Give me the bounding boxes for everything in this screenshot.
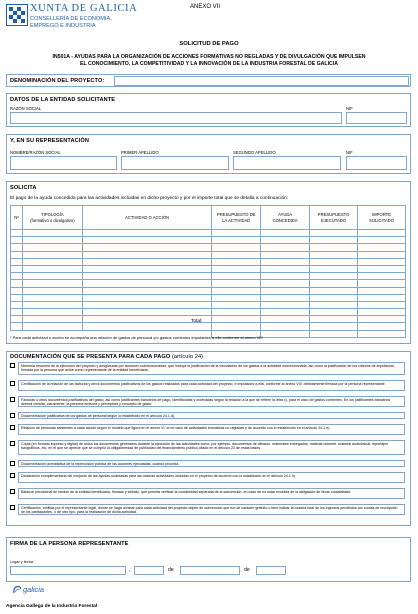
table-row <box>11 244 406 251</box>
table-cell[interactable] <box>22 280 82 287</box>
table-cell[interactable] <box>22 244 82 251</box>
table-cell[interactable] <box>11 265 23 272</box>
project-label: DENOMINACIÓN DEL PROYECTO: <box>10 78 105 84</box>
table-cell[interactable] <box>11 280 23 287</box>
galicia-logo-text: galicia <box>23 585 44 594</box>
table-cell[interactable] <box>310 258 358 265</box>
table-cell[interactable] <box>212 244 261 251</box>
table-cell[interactable] <box>310 265 358 272</box>
rep-nif-label: NIF <box>346 150 353 155</box>
total-cell[interactable] <box>310 330 358 337</box>
doc-item: Memoria resumen de la ejecución del proyecto y desglosada por acciones subvencionadas, que incluya la justificación de la vinculación de los gastos a la actividad subvencionada, así como la justificación de los criterios de imputación, firmada por la persona que actúe como representante de la entidad beneficiaria. <box>18 362 405 375</box>
table-cell[interactable] <box>82 237 212 244</box>
table-cell[interactable] <box>358 237 406 244</box>
table-cell[interactable] <box>22 294 82 301</box>
table-cell[interactable] <box>22 287 82 294</box>
table-cell[interactable] <box>212 273 261 280</box>
request-intro: El pago de la ayuda concedida para las actividades incluidas en dicho proyecto y por el importe total que se detalla a continuación: <box>10 196 289 201</box>
table-cell[interactable] <box>11 316 23 323</box>
table-cell[interactable] <box>11 237 23 244</box>
table-cell[interactable] <box>11 244 23 251</box>
doc-item: Certificación de la relación de las facturas y otros documentos justificativos de los gastos realizados para cada actividad del proyecto, e imputados a ella, conforme al anexo VIII, debidamente firmada por la persona representante. <box>18 380 405 391</box>
table-cell[interactable] <box>22 273 82 280</box>
documentation-title-suffix: (artículo 24) <box>171 354 204 360</box>
signature-title: FIRMA DE LA PERSONA REPRESENTANTE <box>10 541 129 547</box>
table-cell[interactable] <box>358 323 406 330</box>
table-cell[interactable] <box>11 294 23 301</box>
table-cell[interactable] <box>358 230 406 237</box>
table-cell[interactable] <box>261 309 310 316</box>
table-cell[interactable] <box>212 237 261 244</box>
table-row <box>11 309 406 316</box>
comma-separator: , <box>129 567 131 573</box>
table-cell[interactable] <box>212 287 261 294</box>
table-cell[interactable] <box>22 230 82 237</box>
table-cell[interactable] <box>310 251 358 258</box>
table-cell[interactable] <box>82 258 212 265</box>
table-cell[interactable] <box>22 265 82 272</box>
table-cell[interactable] <box>261 294 310 301</box>
day-input[interactable] <box>134 566 164 575</box>
table-cell[interactable] <box>261 244 310 251</box>
doc-item: Facturas u otros documentos justificativos del gasto, así como justificantes bancarios de pago, identificadas y ordenadas según la relación a la que se refiere la letra c), para el caso de gastos corrientes. En los justificantes bancarios deberá constar, claramente, la persona emisora y perceptora y concepto de gasto. <box>18 396 405 407</box>
table-row <box>11 237 406 244</box>
doc-checkbox[interactable] <box>10 425 15 430</box>
table-cell[interactable] <box>310 323 358 330</box>
table-cell[interactable] <box>82 230 212 237</box>
doc-item: Relación de personas asistentes a cada acción según el modelo que figura en el anexo VI, en el caso de actividades formativas no regladas y de acuerdo con lo establecido en el artículo 24.1.e). <box>18 424 405 435</box>
table-cell[interactable] <box>212 230 261 237</box>
request-title: SOLICITA <box>10 185 37 191</box>
table-cell[interactable] <box>82 294 212 301</box>
doc-checkbox[interactable] <box>10 397 15 402</box>
doc-checkbox[interactable] <box>10 381 15 386</box>
table-cell[interactable] <box>358 294 406 301</box>
applicant-title: DATOS DE LA ENTIDAD SOLICITANTE <box>10 97 116 103</box>
request-footnote: * Para cada actividad o acción se acompaña una relación de gastos de personal y/o gastos corrientes imputables a ella conforme al anexo VIII <box>10 335 263 340</box>
table-cell[interactable] <box>261 265 310 272</box>
table-cell[interactable] <box>358 316 406 323</box>
rep-surname2-label: SEGUNDO APELLIDO <box>233 150 276 155</box>
applicant-nif-label: NIF <box>346 106 353 111</box>
table-cell[interactable] <box>261 316 310 323</box>
department-line-2: EMPREGO E INDUSTRIA <box>30 23 96 29</box>
de-separator-1: de <box>168 567 174 573</box>
org-name: XUNTA DE GALICIA <box>30 3 138 14</box>
doc-checkbox[interactable] <box>10 363 15 368</box>
table-cell[interactable] <box>22 251 82 258</box>
table-cell[interactable] <box>82 309 212 316</box>
xunta-logo <box>6 4 28 26</box>
table-cell[interactable] <box>358 258 406 265</box>
xunta-shield-icon <box>6 4 28 26</box>
table-cell[interactable] <box>261 230 310 237</box>
table-cell[interactable] <box>212 265 261 272</box>
activities-table <box>10 205 406 338</box>
table-row <box>11 230 406 237</box>
total-label: Total: <box>191 319 203 324</box>
table-cell[interactable] <box>82 244 212 251</box>
table-cell[interactable] <box>11 258 23 265</box>
table-cell[interactable] <box>261 258 310 265</box>
year-input[interactable] <box>256 566 286 575</box>
table-cell[interactable] <box>310 244 358 251</box>
col-requested: IMPORTE SOLICITADO <box>358 206 406 230</box>
doc-item: Documentación acreditativa de la repercusión pública de las acciones ejecutadas, cuando proceda. <box>18 460 405 467</box>
table-cell[interactable] <box>261 323 310 330</box>
table-cell[interactable] <box>310 273 358 280</box>
table-row <box>11 287 406 294</box>
place-input[interactable] <box>10 566 126 575</box>
table-row <box>11 301 406 308</box>
doc-checkbox[interactable] <box>10 461 15 466</box>
doc-item: Copia (en formato impreso y digital) de todos los documentos generados durante la ejecución de las actividades como, por ejemplo, documentos de difusión, materiales entregados, material docente, material audiovisual, reportajes fotográficos, etc. en el que se aprecie que se cumplió la obligatoriedad de publicidad del financiamiento público citado en el artículo 22 de estas bases <box>18 440 405 455</box>
doc-checkbox[interactable] <box>10 473 15 478</box>
table-cell[interactable] <box>82 251 212 258</box>
doc-item: Balance provisional de fondos de la entidad beneficiaria, firmado y sellado, que permita verificar la contabilidad separada de la subvención, en caso de no estar excluida de la obligación de llevar contabilidad. <box>18 488 405 499</box>
de-separator-2: de <box>244 567 250 573</box>
table-row <box>11 323 406 330</box>
table-cell[interactable] <box>212 280 261 287</box>
table-cell[interactable] <box>11 251 23 258</box>
place-date-label: Lugar y fecha <box>10 560 34 564</box>
table-cell[interactable] <box>22 323 82 330</box>
col-budget: PRESUPUESTO DE LA ACTIVIDAD <box>212 206 261 230</box>
col-typology: TIPOLOGÍA (formativo o divulgativo) <box>22 206 82 230</box>
table-cell[interactable] <box>261 273 310 280</box>
total-cell[interactable] <box>358 330 406 337</box>
documentation-title <box>10 354 203 360</box>
table-cell[interactable] <box>261 251 310 258</box>
table-cell[interactable] <box>261 280 310 287</box>
table-cell[interactable] <box>22 316 82 323</box>
galicia-swirl-icon <box>12 585 22 595</box>
rep-nif-input[interactable] <box>346 156 407 170</box>
table-cell[interactable] <box>212 301 261 308</box>
table-cell[interactable] <box>310 280 358 287</box>
col-activity: ACTIVIDAD O ACCIÓN <box>82 206 212 230</box>
table-cell[interactable] <box>358 280 406 287</box>
table-cell[interactable] <box>82 280 212 287</box>
col-executed: PRESUPUESTO EJECUTADO <box>310 206 358 230</box>
annex-label: ANEXO VII <box>190 4 221 10</box>
table-row <box>11 316 406 323</box>
table-cell[interactable] <box>310 287 358 294</box>
applicant-nif-input[interactable] <box>346 112 407 124</box>
rep-surname1-input[interactable] <box>121 156 229 170</box>
table-cell[interactable] <box>261 237 310 244</box>
table-cell[interactable] <box>212 251 261 258</box>
table-cell[interactable] <box>358 273 406 280</box>
documentation-section <box>6 351 411 526</box>
table-cell[interactable] <box>310 294 358 301</box>
table-cell[interactable] <box>22 258 82 265</box>
table-cell[interactable] <box>11 230 23 237</box>
table-cell[interactable] <box>212 309 261 316</box>
doc-checkbox[interactable] <box>10 505 15 510</box>
table-cell[interactable] <box>82 265 212 272</box>
table-cell[interactable] <box>82 323 212 330</box>
doc-checkbox[interactable] <box>10 489 15 494</box>
table-cell[interactable] <box>358 265 406 272</box>
table-cell[interactable] <box>212 323 261 330</box>
table-cell[interactable] <box>310 309 358 316</box>
table-cell[interactable] <box>310 237 358 244</box>
rep-surname2-input[interactable] <box>233 156 341 170</box>
representative-title: Y, EN SU REPRESENTACIÓN <box>10 138 89 144</box>
table-cell[interactable] <box>22 309 82 316</box>
table-cell[interactable] <box>310 230 358 237</box>
table-cell[interactable] <box>261 287 310 294</box>
rep-name-label: NOMBRE/RAZÓN SOCIAL <box>10 150 61 155</box>
table-cell[interactable] <box>358 309 406 316</box>
table-row <box>11 265 406 272</box>
doc-item: Documentación justificativa de los gastos de personal según lo establecido en el artículo 24.1.d). <box>18 412 405 419</box>
table-cell[interactable] <box>358 244 406 251</box>
table-cell[interactable] <box>11 323 23 330</box>
business-name-input[interactable] <box>10 112 342 124</box>
table-cell[interactable] <box>11 273 23 280</box>
doc-checkbox[interactable] <box>10 413 15 418</box>
total-cell[interactable] <box>261 330 310 337</box>
table-cell[interactable] <box>11 287 23 294</box>
table-cell[interactable] <box>310 316 358 323</box>
table-cell[interactable] <box>82 287 212 294</box>
doc-item: Declaración complementaria del conjunto de las ayudas solicitadas para las mismas actividades incluidas en el proyecto de acuerdo con lo establecido en el artículo 24.1.h) <box>18 472 405 483</box>
rep-name-input[interactable] <box>10 156 117 170</box>
table-row <box>11 294 406 301</box>
table-cell[interactable] <box>261 301 310 308</box>
procedure-line-2: EL CONOCIMIENTO, LA COMPETITIVIDAD Y LA INNOVACIÓN DE LA INDUSTRIA FORESTAL DE GALICIA <box>80 61 338 67</box>
table-cell[interactable] <box>212 294 261 301</box>
business-name-label: RAZÓN SOCIAL <box>10 106 42 111</box>
doc-item: Certificación, emitida por el representante legal, donde se haga constar para cada actividad del proyecto objeto de subvención que fue de carácter gratuito o bien indicar la cuantía total de los ingresos percibidos por cuotas de inscripción de los participantes, o de otro tipo, para la realización de dicha actividad. <box>18 504 405 515</box>
table-cell[interactable] <box>358 301 406 308</box>
table-cell[interactable] <box>212 316 261 323</box>
col-number: Nº <box>11 206 23 230</box>
month-input[interactable] <box>180 566 240 575</box>
project-name-input[interactable] <box>114 76 409 86</box>
documentation-title-text: DOCUMENTACIÓN QUE SE PRESENTA PARA CADA PAGO <box>10 354 171 360</box>
table-cell[interactable] <box>11 301 23 308</box>
table-row <box>11 251 406 258</box>
table-cell[interactable] <box>22 237 82 244</box>
agency-name: Agencia Gallega de la Industria Forestal <box>6 604 98 609</box>
table-cell[interactable] <box>22 301 82 308</box>
doc-checkbox[interactable] <box>10 441 15 446</box>
table-row <box>11 258 406 265</box>
table-cell[interactable] <box>358 251 406 258</box>
table-cell[interactable] <box>310 301 358 308</box>
col-granted: AYUDA CONCEDIDA <box>261 206 310 230</box>
table-row <box>11 280 406 287</box>
table-row <box>11 273 406 280</box>
form-title: SOLICITUD DE PAGO <box>179 41 239 47</box>
table-cell[interactable] <box>11 309 23 316</box>
table-cell[interactable] <box>82 301 212 308</box>
table-cell[interactable] <box>358 287 406 294</box>
procedure-line-1: IN501A - AYUDAS PARA LA ORGANIZACIÓN DE ACCIONES FORMATIVAS NO REGLADAS Y DE DIVULGACIÓN QUE IMPULSEN <box>52 54 366 60</box>
rep-surname1-label: PRIMER APELLIDO <box>121 150 159 155</box>
table-cell[interactable] <box>212 258 261 265</box>
department-line-1: CONSELLERÍA DE ECONOMÍA, <box>30 16 112 22</box>
table-cell[interactable] <box>82 273 212 280</box>
